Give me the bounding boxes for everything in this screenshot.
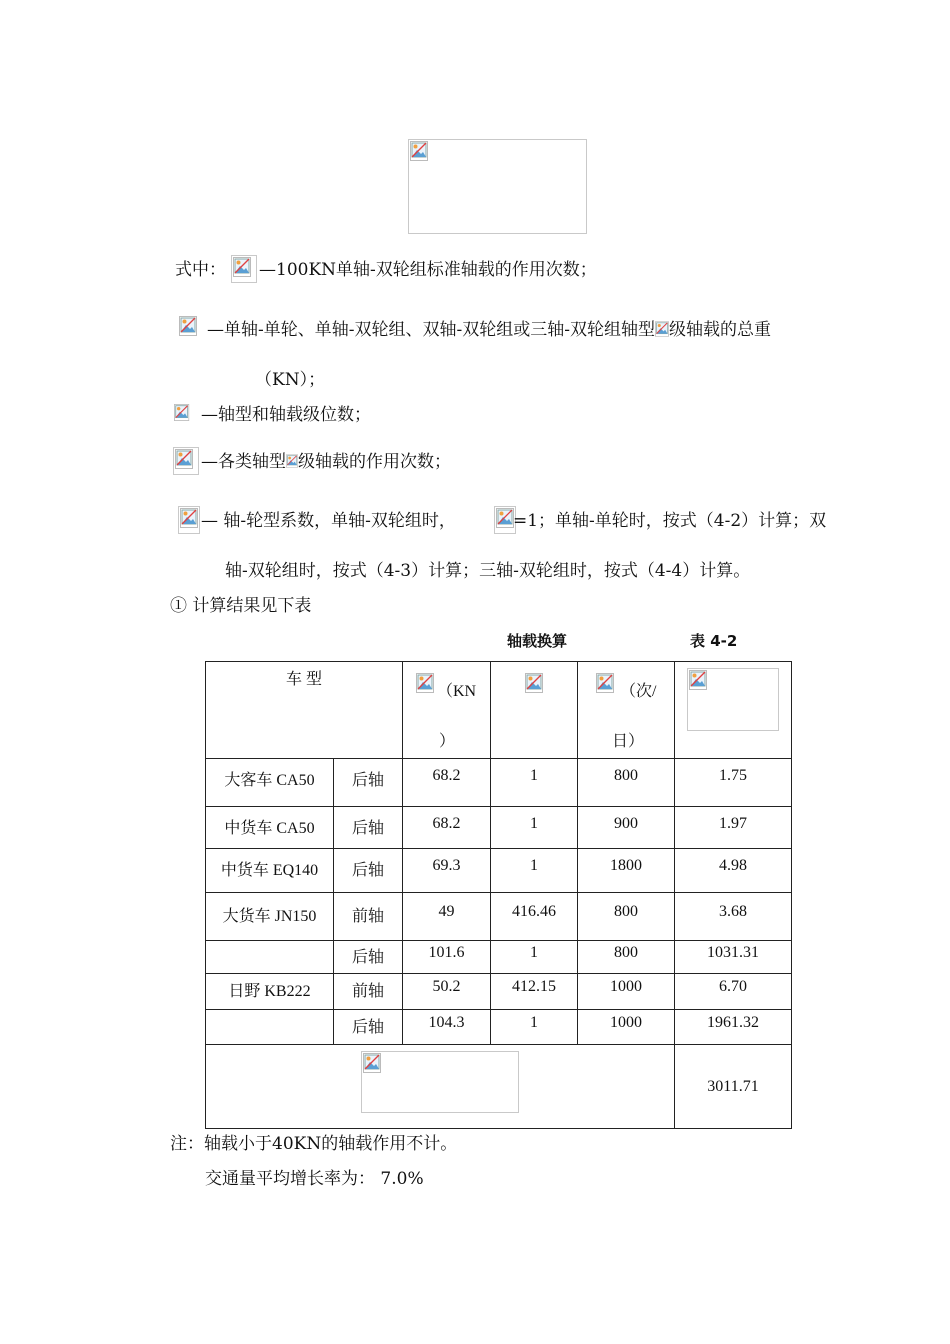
coefficient-cell: 1 xyxy=(491,759,578,807)
table-row xyxy=(206,893,792,941)
symbol-image xyxy=(178,506,200,534)
definition-2-text: —单轴-单轮、单轴-双轮组、双轴-双轮组或三轴-双轮组轴型 级轴载的总重 xyxy=(207,320,771,340)
vehicle-cell: 中货车 EQ140 xyxy=(206,849,334,893)
table-row xyxy=(206,759,792,807)
vehicle-cell xyxy=(206,941,334,974)
header-vehicle: 车 型 xyxy=(206,662,403,759)
vehicle-cell: 日野 KB222 xyxy=(206,974,334,1010)
frequency-cell: 900 xyxy=(578,807,675,849)
growth-rate: 交通量平均增长率为： 7.0% xyxy=(205,1169,424,1189)
broken-image-icon xyxy=(689,670,707,690)
broken-image-icon xyxy=(596,673,614,693)
broken-image-icon xyxy=(175,449,193,469)
definition-1-text: —100KN单轴-双轮组标准轴载的作用次数； xyxy=(259,260,597,280)
definition-4-text: —各类轴型 级轴载的作用次数； xyxy=(201,452,451,472)
definition-1: 式中： xyxy=(175,260,226,280)
load-cell: 68.2 xyxy=(403,807,491,849)
broken-image-icon xyxy=(363,1053,381,1073)
frequency-cell: 1000 xyxy=(578,974,675,1010)
axle-cell: 后轴 xyxy=(334,849,403,893)
result-heading: ① 计算结果见下表 xyxy=(170,596,312,616)
vehicle-cell: 大货车 JN150 xyxy=(206,893,334,941)
vehicle-cell: 大客车 CA50 xyxy=(206,759,334,807)
table-row xyxy=(206,807,792,849)
broken-image-icon xyxy=(410,141,428,161)
header-load: （KN ） xyxy=(403,662,491,759)
result-cell: 1961.32 xyxy=(675,1010,792,1045)
vehicle-cell xyxy=(206,1010,334,1045)
header-result xyxy=(675,662,792,759)
coefficient-cell: 1 xyxy=(491,807,578,849)
axle-cell: 后轴 xyxy=(334,1010,403,1045)
result-cell: 1031.31 xyxy=(675,941,792,974)
coefficient-cell: 1 xyxy=(491,849,578,893)
symbol-image xyxy=(231,255,257,283)
axle-cell: 前轴 xyxy=(334,893,403,941)
result-cell: 1.75 xyxy=(675,759,792,807)
table-row xyxy=(206,941,792,974)
load-cell: 68.2 xyxy=(403,759,491,807)
broken-image-icon xyxy=(416,673,434,693)
result-cell: 1.97 xyxy=(675,807,792,849)
broken-image-icon xyxy=(233,257,251,277)
broken-image-icon xyxy=(174,404,189,421)
table-number: 表 4-2 xyxy=(690,632,738,650)
broken-image-icon xyxy=(655,320,669,338)
load-cell: 104.3 xyxy=(403,1010,491,1045)
frequency-cell: 800 xyxy=(578,759,675,807)
table-title: 轴载换算 xyxy=(507,632,568,650)
axle-cell: 后轴 xyxy=(334,759,403,807)
frequency-cell: 800 xyxy=(578,941,675,974)
header-frequency: （次/ 日） xyxy=(578,662,675,759)
formula-image xyxy=(408,139,587,234)
formula-image xyxy=(687,668,779,731)
definition-2-unit: （KN）； xyxy=(255,370,326,390)
table-row xyxy=(206,974,792,1010)
coefficient-cell: 412.15 xyxy=(491,974,578,1010)
vehicle-cell: 中货车 CA50 xyxy=(206,807,334,849)
axle-cell: 后轴 xyxy=(334,941,403,974)
load-cell: 101.6 xyxy=(403,941,491,974)
table-total-row xyxy=(206,1045,792,1129)
broken-image-icon xyxy=(180,508,198,528)
load-cell: 49 xyxy=(403,893,491,941)
broken-image-icon xyxy=(179,316,197,336)
frequency-cell: 800 xyxy=(578,893,675,941)
axle-cell: 后轴 xyxy=(334,807,403,849)
axle-cell: 前轴 xyxy=(334,974,403,1010)
coefficient-cell: 416.46 xyxy=(491,893,578,941)
definition-3-text: —轴型和轴载级位数； xyxy=(201,405,371,425)
coefficient-cell: 1 xyxy=(491,1010,578,1045)
broken-image-icon xyxy=(286,452,298,470)
result-cell: 3.68 xyxy=(675,893,792,941)
total-cell: 3011.71 xyxy=(675,1045,792,1129)
table-row xyxy=(206,1010,792,1045)
symbol-image xyxy=(173,447,199,475)
definition-5-text: — 轴-轮型系数，单轴-双轮组时， xyxy=(201,511,456,531)
load-cell: 50.2 xyxy=(403,974,491,1010)
definition-5-text-c: 轴-双轮组时，按式（4-3）计算；三轴-双轮组时，按式（4-4）计算。 xyxy=(225,561,751,581)
header-coefficient xyxy=(491,662,578,759)
load-cell: 69.3 xyxy=(403,849,491,893)
table-row xyxy=(206,849,792,893)
frequency-cell: 1800 xyxy=(578,849,675,893)
total-label-cell xyxy=(206,1045,675,1129)
frequency-cell: 1000 xyxy=(578,1010,675,1045)
broken-image-icon xyxy=(525,673,543,693)
note: 注：轴载小于40KN的轴载作用不计。 xyxy=(170,1134,458,1154)
table-header-row xyxy=(206,662,792,759)
broken-image-icon xyxy=(496,508,514,528)
result-cell: 4.98 xyxy=(675,849,792,893)
definition-5-text-b: =1；单轴-单轮时，按式（4-2）计算；双 xyxy=(513,511,827,531)
coefficient-cell: 1 xyxy=(491,941,578,974)
formula-image xyxy=(361,1051,519,1113)
result-cell: 6.70 xyxy=(675,974,792,1010)
axle-conversion-table xyxy=(205,661,792,1129)
